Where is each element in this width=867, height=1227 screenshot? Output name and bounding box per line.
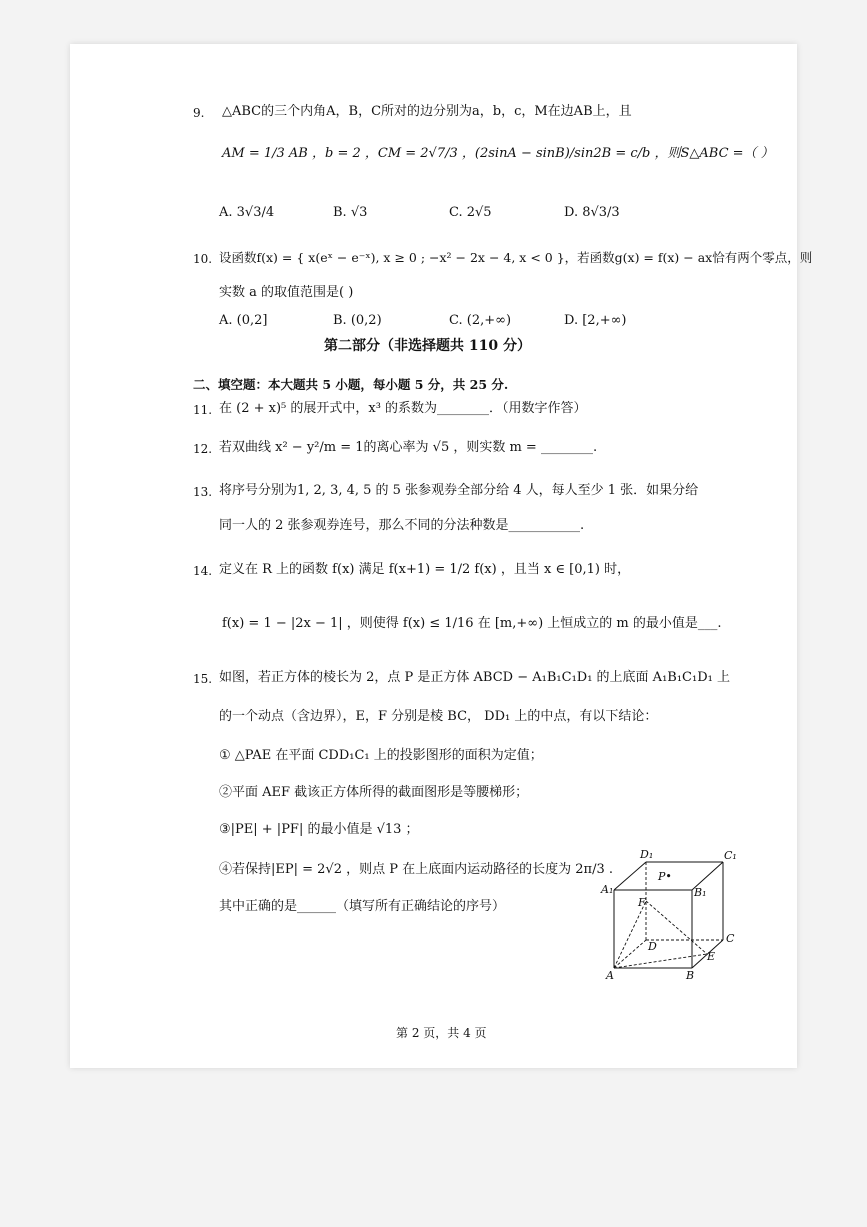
question-9-line-1: △ABC的三个内角A，B，C所对的边分别为a，b，c，M在边AB上，且 <box>222 104 632 119</box>
question-13-line-1: 将序号分别为1, 2, 3, 4, 5 的 5 张参观券全部分给 4 人，每人至少 1 张．如果分给 <box>219 483 699 498</box>
edge-a1-d1 <box>614 862 646 890</box>
question-number: 12. <box>193 442 213 456</box>
label-b: B <box>686 969 695 982</box>
label-e: E <box>707 950 716 963</box>
question-number: 15. <box>193 672 213 686</box>
question-14-line-2: f(x) = 1 − |2x − 1| ，则使得 f(x) ≤ 1/16 在 [m,+∞) 上恒成立的 m 的最小值是___. <box>222 616 722 631</box>
question-15-conclusion-4: ④若保持|EP| = 2√2 ，则点 P 在上底面内运动路径的长度为 2π/3 . <box>219 862 613 877</box>
question-15-conclusion-1: ① △PAE 在平面 CDD₁C₁ 上的投影图形的面积为定值； <box>219 748 543 763</box>
question-10-line-1: 设函数f(x) = { x(eˣ − e⁻ˣ), x ≥ 0 ; −x² − 2x − 4, x < 0 }，若函数g(x) = f(x) − ax恰有两个零点，则 <box>219 250 813 265</box>
cube-figure <box>600 846 750 982</box>
question-9-option-b: B. √3 <box>333 205 368 220</box>
question-15-conclusion-2: ②平面 AEF 截该正方体所得的截面图形是等腰梯形； <box>219 785 529 800</box>
question-11-text: 在 (2 + x)⁵ 的展开式中，x³ 的系数为________．（用数字作答） <box>219 401 587 416</box>
question-10-option-b: B. (0,2) <box>333 313 382 328</box>
question-10-option-c: C. (2,+∞) <box>449 313 512 328</box>
question-9-option-d: D. 8√3/3 <box>564 205 620 220</box>
question-10-option-d: D. [2,+∞) <box>564 313 627 328</box>
label-a: A <box>606 969 614 982</box>
question-9-line-2: AM = 1/3 AB ，b = 2 ，CM = 2√7/3 ，(2sinA − sinB)/sin2B = c/b ，则S△ABC =（ ） <box>222 146 774 161</box>
question-9-option-a: A. 3√3/4 <box>219 205 275 220</box>
question-15-answer-line: 其中正确的是______（填写所有正确结论的序号） <box>219 899 506 914</box>
label-f: F <box>638 896 646 909</box>
page-footer: 第 2 页，共 4 页 <box>396 1026 487 1040</box>
question-13-line-2: 同一人的 2 张参观券连号，那么不同的分法种数是___________. <box>219 518 585 533</box>
question-10-option-a: A. (0,2] <box>219 313 268 328</box>
question-9-option-c: C. 2√5 <box>449 205 492 220</box>
question-12-text: 若双曲线 x² − y²/m = 1的离心率为 √5 ，则实数 m = ________. <box>219 440 598 455</box>
label-a1: A₁ <box>601 883 614 896</box>
segment-a-f <box>614 901 646 968</box>
question-number: 9. <box>193 106 205 120</box>
question-15-conclusion-3: ③|PE| + |PF| 的最小值是 √13 ； <box>219 822 419 837</box>
question-14-line-1: 定义在 R 上的函数 f(x) 满足 f(x+1) = 1/2 f(x) ，且当 x ∈ [0,1) 时， <box>219 562 631 577</box>
label-c1: C₁ <box>724 849 737 862</box>
label-b1: B₁ <box>694 886 707 899</box>
question-15-line-2: 的一个动点（含边界），E，F 分别是棱 BC， DD₁ 上的中点，有以下结论： <box>219 709 658 724</box>
question-number: 13. <box>193 485 213 499</box>
part-title: 第二部分（非选择题共 110 分） <box>324 338 531 354</box>
question-number: 11. <box>193 403 213 417</box>
label-c: C <box>726 932 735 945</box>
question-number: 14. <box>193 564 213 578</box>
question-number: 10. <box>193 252 213 266</box>
label-d: D <box>648 940 657 953</box>
question-15-line-1: 如图，若正方体的棱长为 2，点 P 是正方体 ABCD − A₁B₁C₁D₁ 的上底面 A₁B₁C₁D₁ 上 <box>219 670 730 685</box>
label-d1: D₁ <box>640 848 654 861</box>
segment-a-e <box>614 954 707 968</box>
question-10-line-2: 实数 a 的取值范围是( ) <box>219 285 354 300</box>
label-p: P• <box>658 870 672 883</box>
section-title: 二、填空题：本大题共 5 小题，每小题 5 分，共 25 分. <box>193 377 509 392</box>
